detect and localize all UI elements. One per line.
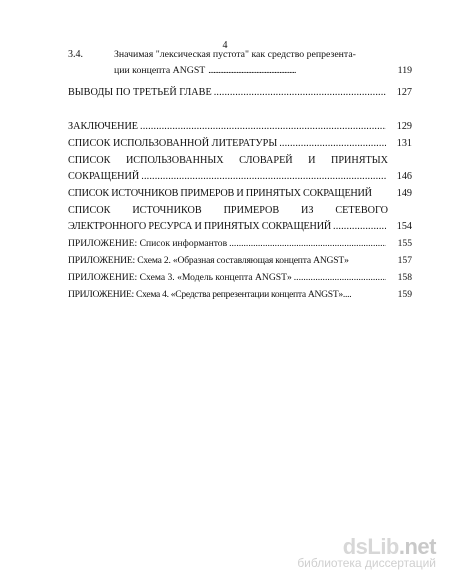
- section-title-line1: Значимая "лексическая пустота" как средство репрезента-: [114, 49, 356, 60]
- toc-page-number: 157: [397, 255, 412, 266]
- toc-page-number: 155: [397, 238, 412, 249]
- dot-leader: [294, 270, 386, 286]
- toc-entry-title: ПРИЛОЖЕНИЕ: Схема 4. «Средства репрезентации концепта ANGST»....: [68, 289, 352, 300]
- section-title-line2: ции концепта ANGST: [114, 65, 206, 76]
- toc-page-number: 158: [397, 272, 412, 283]
- toc-page-number: 154: [396, 221, 412, 232]
- dot-leader: [141, 169, 386, 185]
- dot-leader: [279, 136, 386, 152]
- title-word: ИСТОЧНИКОВ: [132, 205, 202, 216]
- page-number: 4: [222, 40, 228, 51]
- toc-entry-appendix-informants[interactable]: [68, 236, 412, 252]
- toc-entry-title-line1: [68, 203, 412, 219]
- toc-entry-references[interactable]: [68, 136, 412, 152]
- title-word: ИЗ: [301, 205, 314, 216]
- toc-entry-title: СПИСОК ИСТОЧНИКОВ ПРИМЕРОВ И ПРИНЯТЫХ СОКРАЩЕНИЙ: [68, 188, 372, 199]
- toc-entry-title: ПРИЛОЖЕНИЕ: Схема 3. «Модель концепта ANGST»: [68, 272, 292, 283]
- toc-page-number: 131: [396, 138, 412, 149]
- dot-leader: [229, 236, 386, 252]
- toc-entry-appendix-scheme-2[interactable]: [68, 253, 412, 269]
- dot-leader: [140, 119, 386, 135]
- dot-leader: [333, 219, 386, 235]
- section-leader: .....................................................: [208, 65, 296, 76]
- toc-entry-sources[interactable]: [68, 186, 412, 202]
- toc-page-number: 127: [396, 87, 412, 98]
- toc-entry-conclusions-third-chapter[interactable]: [68, 85, 412, 101]
- toc-entry-title-line2: ЭЛЕКТРОННОГО РЕСУРСА И ПРИНЯТЫХ СОКРАЩЕНИЙ: [68, 221, 332, 232]
- title-word: ИСПОЛЬЗОВАННЫХ: [125, 155, 224, 166]
- title-word: СЕТЕВОГО: [335, 205, 388, 216]
- title-word: ПРИМЕРОВ: [223, 205, 280, 216]
- toc-entry-dictionaries[interactable]: [68, 153, 412, 185]
- toc-entry-title: ПРИЛОЖЕНИЕ: Список информантов: [68, 238, 228, 249]
- toc-entry-title-line1: [68, 153, 412, 169]
- watermark-tagline: библиотека диссертаций: [297, 556, 436, 570]
- toc-entry-e-sources[interactable]: [68, 203, 412, 235]
- toc-entry-appendix-scheme-3[interactable]: [68, 270, 412, 286]
- toc-page-number: 146: [396, 171, 412, 182]
- toc-entry-title: СПИСОК ИСПОЛЬЗОВАННОЙ ЛИТЕРАТУРЫ: [68, 138, 278, 149]
- toc-entry-title: ПРИЛОЖЕНИЕ: Схема 2. «Образная составляющая концепта ANGST»: [68, 255, 349, 266]
- title-word: И: [308, 155, 316, 166]
- toc-page-number: 149: [396, 188, 412, 199]
- toc-page-number: 119: [397, 65, 412, 76]
- title-word: СПИСОК: [68, 205, 111, 216]
- dot-leader: [214, 85, 386, 101]
- section-number: 3.4.: [68, 49, 83, 60]
- watermark-logo: dsLib.net: [342, 534, 436, 559]
- toc-entry-title: ЗАКЛЮЧЕНИЕ: [68, 121, 139, 132]
- dslib-watermark: [297, 534, 436, 570]
- toc-entry-section-3-4[interactable]: [114, 47, 412, 79]
- title-word: СЛОВАРЕЙ: [239, 155, 293, 166]
- toc-entry-appendix-scheme-4[interactable]: [68, 287, 412, 303]
- toc-page-number: 159: [397, 289, 412, 300]
- toc-entry-conclusion[interactable]: [68, 119, 412, 135]
- toc-entry-title: ВЫВОДЫ ПО ТРЕТЬЕЙ ГЛАВЕ: [68, 87, 212, 98]
- title-word: СПИСОК: [68, 155, 111, 166]
- toc-entry-title-line2: СОКРАЩЕНИЙ: [68, 171, 140, 182]
- toc-page-number: 129: [396, 121, 412, 132]
- title-word: ПРИНЯТЫХ: [331, 155, 388, 166]
